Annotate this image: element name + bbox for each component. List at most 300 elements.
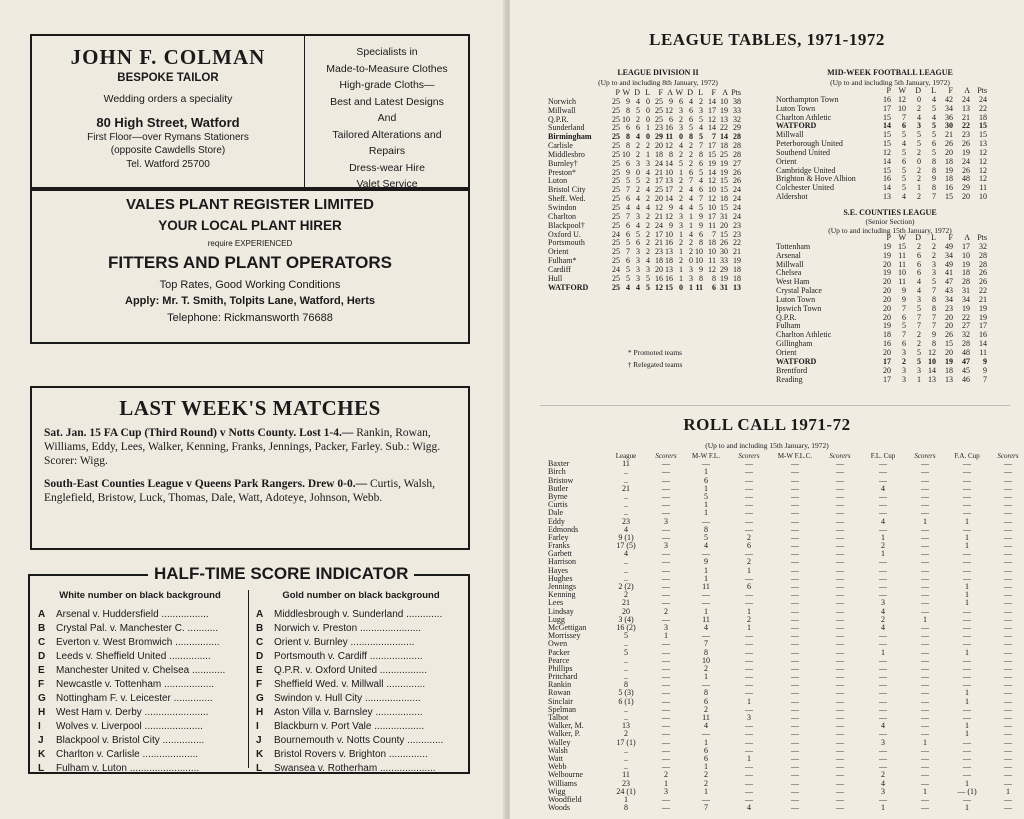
- table-cell: 9: [983, 365, 987, 375]
- table-cell: 19: [883, 268, 891, 278]
- colman-spec-line: And: [377, 112, 397, 124]
- roll-call-cell: 1: [923, 737, 927, 747]
- match-2: [44, 477, 456, 505]
- roll-call-cell: 1: [624, 794, 628, 804]
- table-cell: 4: [917, 286, 921, 296]
- roll-call-cell: 2: [881, 614, 885, 624]
- table-cell: 5: [917, 347, 921, 357]
- column-header: D: [634, 88, 640, 97]
- team-name: Portsmouth: [548, 239, 585, 248]
- roll-call-cell: —: [662, 557, 670, 567]
- table-cell: 2: [679, 149, 683, 159]
- roll-call-cell: ..: [624, 557, 628, 567]
- table-cell: 0: [917, 156, 921, 166]
- half-time-fixture: Q.P.R. v. Oxford United .................: [274, 665, 428, 676]
- roll-call-cell: —: [745, 483, 753, 493]
- table-cell: 4: [626, 282, 630, 292]
- roll-call-cell: 3: [664, 786, 668, 796]
- roll-call-cell: —: [963, 565, 971, 575]
- half-time-fixture: Sheffield Wed. v. Millwall ..............: [274, 679, 426, 690]
- table-cell: 4: [932, 112, 936, 122]
- column-header: D: [915, 233, 921, 242]
- roll-call-cell: —: [963, 655, 971, 665]
- half-time-fixture: Aston Villa v. Barnsley .................: [274, 707, 423, 718]
- table-cell: 8: [932, 303, 936, 313]
- table-cell: 2: [636, 114, 640, 124]
- table-cell: 11: [898, 250, 906, 260]
- roll-call-row: [548, 755, 1024, 763]
- table-cell: 0: [636, 167, 640, 177]
- half-time-fixture: Arsenal v. Huddersfield .................: [56, 609, 209, 620]
- table-cell: 5: [626, 264, 630, 274]
- roll-call-cell: —: [791, 500, 799, 510]
- roll-call-cell: 4: [881, 606, 885, 616]
- half-time-row: [256, 678, 466, 692]
- roll-call-cell: —: [963, 573, 971, 583]
- table-cell: 13: [665, 264, 673, 274]
- table-cell: 1: [689, 211, 693, 221]
- roll-call-cell: 8: [704, 688, 708, 698]
- table-cell: 4: [699, 123, 703, 133]
- table-cell: 43: [945, 286, 953, 296]
- roll-call-cell: —: [879, 467, 887, 477]
- roll-call-cell: —: [791, 508, 799, 518]
- table-cell: 31: [962, 286, 970, 296]
- roll-call-cell: —: [836, 508, 844, 518]
- roll-call-row: [548, 468, 1024, 476]
- half-time-fixture: Leeds v. Sheffield United ...............: [56, 651, 211, 662]
- table-cell: 8: [932, 294, 936, 304]
- table-cell: 2: [917, 330, 921, 340]
- roll-call-cell: ..: [624, 573, 628, 583]
- table-cell: 19: [945, 165, 953, 175]
- roll-call-cell: —: [879, 753, 887, 763]
- roll-call-row: [548, 771, 1024, 779]
- match-1-body: Rankin, Rowan, Williams, Eddy, Lees, Walker, Kenning, Franks, Jennings, Packer, Farley. Sub.: Wigg. Scorer: Wigg.: [44, 427, 441, 467]
- table-cell: 14: [883, 121, 891, 131]
- roll-call-cell: —: [791, 688, 799, 698]
- half-time-row: [38, 678, 242, 692]
- roll-call-cell: —: [745, 549, 753, 559]
- table-row: [776, 140, 987, 149]
- column-header: P: [886, 233, 891, 242]
- table-cell: 15: [720, 229, 728, 239]
- roll-call-cell: —: [791, 606, 799, 616]
- half-time-fixture: Swindon v. Hull City ....................: [274, 693, 421, 704]
- roll-call-cell: —: [879, 508, 887, 518]
- roll-call-cell: —: [1004, 803, 1012, 813]
- table-cell: 22: [733, 238, 741, 248]
- table-cell: 8: [626, 105, 630, 115]
- roll-call-row: [548, 739, 1024, 747]
- table-cell: 6: [669, 114, 673, 124]
- table-cell: 4: [646, 256, 650, 266]
- table-cell: 6: [917, 259, 921, 269]
- table-row: [776, 184, 987, 193]
- player-name: Walker, P.: [548, 730, 581, 739]
- roll-call-cell: —: [1004, 557, 1012, 567]
- table-cell: 13: [665, 176, 673, 186]
- roll-call-cell: 1: [664, 631, 668, 641]
- roll-call-cell: —: [1004, 680, 1012, 690]
- vales-conditions: Top Rates, Good Working Conditions: [159, 279, 341, 291]
- table-row: [776, 149, 987, 158]
- section-rule: [540, 405, 1010, 406]
- table-cell: 6: [902, 121, 906, 131]
- roll-call-cell: —: [921, 778, 929, 788]
- roll-call-cell: —: [791, 557, 799, 567]
- roll-call-cell: —: [921, 541, 929, 551]
- roll-call-cell: —: [963, 737, 971, 747]
- table-cell: 2: [636, 185, 640, 195]
- roll-call-cell: —: [791, 794, 799, 804]
- roll-call-cell: —: [921, 655, 929, 665]
- table-cell: 19: [733, 256, 741, 266]
- roll-call-row: [548, 796, 1024, 804]
- roll-call-cell: 2: [704, 770, 708, 780]
- table-cell: 25: [612, 202, 620, 212]
- table-cell: 20: [655, 264, 663, 274]
- player-name: McGettigan: [548, 623, 587, 632]
- table-cell: 2: [646, 141, 650, 151]
- column-header: L: [645, 88, 650, 97]
- roll-call-cell: 21: [622, 598, 630, 608]
- last-weeks-matches: [30, 386, 470, 550]
- table-cell: 27: [962, 321, 970, 331]
- table-cell: 29: [720, 264, 728, 274]
- roll-call-cell: 2: [664, 606, 668, 616]
- column-header: P: [886, 86, 891, 95]
- roll-call-cell: —: [662, 598, 670, 608]
- table-cell: 24: [733, 202, 741, 212]
- team-name: Orient: [776, 348, 797, 357]
- table-cell: 6: [902, 339, 906, 349]
- table-cell: 24: [733, 211, 741, 221]
- team-name: Peterborough United: [776, 140, 843, 149]
- roll-call-cell: 3: [881, 598, 885, 608]
- table-row: [776, 287, 987, 296]
- team-name: West Ham: [776, 278, 810, 287]
- table-cell: 47: [945, 277, 953, 287]
- roll-call-cell: —: [791, 549, 799, 559]
- roll-call-cell: —: [1004, 778, 1012, 788]
- roll-call-cell: —: [1004, 582, 1012, 591]
- roll-call-cell: —: [921, 598, 929, 608]
- table-row: [776, 340, 987, 349]
- table-cell: 10: [708, 202, 716, 212]
- roll-call-cell: — (1): [957, 786, 977, 796]
- table-cell: 22: [962, 121, 970, 131]
- table-cell: 26: [979, 277, 987, 287]
- roll-call-cell: —: [836, 688, 844, 698]
- table-cell: 0: [646, 114, 650, 124]
- roll-call-cell: —: [879, 745, 887, 755]
- header-spacer: [776, 234, 876, 243]
- table-cell: 2: [646, 176, 650, 186]
- roll-call-cell: —: [1004, 753, 1012, 763]
- column-header: F.L. Cup: [870, 452, 896, 460]
- table-cell: 15: [883, 112, 891, 122]
- roll-call-cell: —: [836, 753, 844, 763]
- table-cell: 2: [679, 194, 683, 204]
- team-name: Sunderland: [548, 124, 585, 133]
- half-time-row: [38, 608, 242, 622]
- table-cell: 6: [902, 156, 906, 166]
- column-header: L: [931, 233, 936, 242]
- roll-call-cell: —: [836, 655, 844, 665]
- table-cell: 19: [979, 312, 987, 322]
- column-header: Scorers: [829, 452, 851, 460]
- table-cell: 9: [932, 330, 936, 340]
- team-name: Ipswich Town: [776, 304, 822, 313]
- table-cell: 0: [679, 282, 683, 292]
- roll-call-cell: —: [662, 532, 670, 542]
- table-cell: 25: [612, 282, 620, 292]
- colman-advert: [30, 34, 470, 189]
- half-time-row: [256, 692, 466, 706]
- table-cell: 30: [720, 247, 728, 257]
- table-cell: 25: [612, 238, 620, 248]
- table-cell: 2: [689, 247, 693, 257]
- roll-call-cell: —: [791, 459, 799, 469]
- table-cell: 12: [979, 174, 987, 184]
- roll-call-cell: —: [745, 794, 753, 804]
- table-cell: 2: [917, 147, 921, 157]
- roll-call-cell: —: [662, 549, 670, 559]
- table-cell: 0: [689, 256, 693, 266]
- roll-call-cell: 3: [664, 541, 668, 551]
- roll-call-row: [548, 591, 1024, 599]
- roll-call-cell: —: [745, 770, 753, 780]
- roll-call-cell: —: [1004, 565, 1012, 575]
- half-time-letter: C: [256, 637, 264, 648]
- table-cell: 0: [646, 132, 650, 142]
- roll-call-cell: —: [921, 475, 929, 485]
- roll-call-cell: —: [1004, 622, 1012, 632]
- roll-call-cell: —: [836, 786, 844, 796]
- roll-call-row: [548, 657, 1024, 665]
- roll-call-cell: 4: [881, 622, 885, 632]
- table-row: [776, 193, 987, 202]
- roll-call-cell: 16 (2): [616, 622, 636, 632]
- match-1: [44, 426, 456, 468]
- table-cell: 7: [902, 303, 906, 313]
- roll-call-cell: 1: [704, 467, 708, 477]
- vales-require: require EXPERIENCED: [207, 239, 293, 248]
- roll-call-cell: —: [921, 721, 929, 731]
- table-cell: 3: [646, 264, 650, 274]
- roll-call-cell: —: [1004, 688, 1012, 698]
- roll-call-row: [548, 550, 1024, 558]
- table-cell: 2: [917, 165, 921, 175]
- table-cell: 4: [646, 167, 650, 177]
- roll-call-cell: —: [963, 745, 971, 755]
- table-cell: 2: [636, 141, 640, 151]
- table-cell: 11: [665, 132, 673, 142]
- roll-call-cell: —: [836, 541, 844, 551]
- player-name: Kenning: [548, 591, 576, 600]
- roll-call-cell: —: [791, 565, 799, 575]
- roll-call-cell: —: [879, 704, 887, 714]
- roll-call-cell: —: [1004, 631, 1012, 641]
- table-cell: 9: [669, 220, 673, 230]
- header-spacer: [548, 89, 610, 98]
- roll-call-cell: —: [662, 491, 670, 501]
- table-cell: 2: [636, 149, 640, 159]
- table-cell: 2: [917, 339, 921, 349]
- roll-call-cell: 7: [704, 803, 708, 813]
- roll-call-row: [548, 567, 1024, 575]
- table-cell: 4: [689, 194, 693, 204]
- table-cell: 8: [689, 132, 693, 142]
- colman-spec-line: Made-to-Measure Clothes: [326, 62, 448, 75]
- roll-call-cell: 4: [881, 483, 885, 493]
- table-cell: 7: [689, 176, 693, 186]
- roll-call-cell: —: [836, 663, 844, 673]
- table-cell: 29: [655, 132, 663, 142]
- roll-call-cell: 6 (1): [618, 696, 634, 706]
- roll-call-cell: 1: [747, 606, 751, 616]
- roll-call-cell: ..: [624, 639, 628, 649]
- table-cell: 18: [720, 194, 728, 204]
- roll-call-cell: —: [791, 713, 799, 722]
- table-cell: 24: [655, 158, 663, 168]
- vales-role: FITTERS AND PLANT OPERATORS: [108, 253, 392, 272]
- table-cell: 26: [962, 165, 970, 175]
- table-cell: 26: [733, 167, 741, 177]
- table-cell: 12: [979, 147, 987, 157]
- player-name: Jennings: [548, 583, 576, 591]
- table-cell: 5: [917, 303, 921, 313]
- table-cell: 20: [655, 194, 663, 204]
- table-cell: 15: [720, 176, 728, 186]
- roll-call-cell: —: [662, 696, 670, 706]
- table-cell: 2: [646, 229, 650, 239]
- half-time-letter: H: [38, 707, 46, 718]
- player-name: Welbourne: [548, 771, 583, 780]
- table-cell: 7: [917, 312, 921, 322]
- table-cell: 9: [932, 174, 936, 184]
- table-cell: 2: [679, 185, 683, 195]
- roll-call-cell: —: [963, 622, 971, 632]
- team-name: Swindon: [548, 203, 577, 212]
- table-cell: 33: [733, 105, 741, 115]
- team-name: Orient: [776, 157, 797, 166]
- table-cell: 4: [636, 194, 640, 204]
- roll-call-cell: —: [1004, 647, 1012, 657]
- table-cell: 3: [902, 374, 906, 384]
- roll-call-cell: —: [745, 721, 753, 731]
- half-time-letter: F: [256, 679, 263, 690]
- roll-call-row: [548, 477, 1024, 485]
- roll-call-row: [548, 599, 1024, 607]
- roll-call-cell: 10: [702, 655, 710, 665]
- gold-heading: Gold number on black background: [282, 590, 440, 601]
- roll-call-cell: —: [921, 500, 929, 510]
- table-cell: 4: [689, 185, 693, 195]
- roll-call-cell: —: [791, 541, 799, 551]
- table-header-row: [548, 452, 1024, 460]
- table-cell: 15: [979, 121, 987, 131]
- table-cell: 2: [932, 250, 936, 260]
- se-subtitle: (Up to and including 15th January, 1972): [828, 226, 952, 235]
- roll-call-cell: —: [745, 598, 753, 608]
- table-row: [776, 278, 987, 287]
- table-cell: 11: [979, 183, 987, 193]
- div2-subtitle: (Up to and including 8th January, 1972): [598, 78, 718, 87]
- half-time-row: [38, 762, 242, 776]
- roll-call-cell: —: [836, 631, 844, 641]
- table-cell: 4: [932, 94, 936, 104]
- table-cell: 1: [679, 167, 683, 177]
- table-row: [776, 331, 987, 340]
- roll-call-cell: —: [963, 639, 971, 649]
- table-cell: 9: [669, 202, 673, 212]
- roll-call-cell: 1: [965, 729, 969, 739]
- table-cell: 10: [720, 96, 728, 106]
- table-cell: 15: [945, 192, 953, 202]
- table-cell: 8: [932, 183, 936, 193]
- half-time-fixture: Bournemouth v. Notts County .............: [274, 735, 444, 746]
- table-cell: 17: [708, 105, 716, 115]
- table-row: [776, 96, 987, 105]
- roll-call-cell: —: [791, 770, 799, 780]
- table-cell: 6: [712, 282, 716, 292]
- table-cell: 20: [945, 321, 953, 331]
- table-cell: 18: [945, 174, 953, 184]
- table-cell: 3: [932, 268, 936, 278]
- roll-call-cell: 2: [704, 704, 708, 714]
- roll-call-cell: —: [836, 598, 844, 608]
- roll-call-cell: 1: [704, 565, 708, 575]
- table-cell: 3: [636, 158, 640, 168]
- player-name: Packer: [548, 648, 570, 657]
- table-cell: 10: [622, 114, 630, 124]
- player-name: Owen: [548, 640, 568, 649]
- column-header: W: [675, 88, 683, 97]
- table-cell: 13: [962, 103, 970, 113]
- table-cell: 25: [612, 176, 620, 186]
- team-name: WATFORD: [548, 283, 589, 292]
- table-cell: 23: [962, 130, 970, 140]
- table-cell: 19: [708, 158, 716, 168]
- div2-title: LEAGUE DIVISION II: [617, 68, 699, 77]
- table-cell: 28: [733, 149, 741, 159]
- table-cell: 23: [945, 303, 953, 313]
- table-cell: 1: [917, 183, 921, 193]
- roll-call-cell: —: [745, 737, 753, 747]
- roll-call-cell: —: [1004, 745, 1012, 755]
- roll-call-cell: —: [1004, 508, 1012, 518]
- table-cell: 16: [665, 123, 673, 133]
- team-name: Bristol City: [548, 186, 586, 195]
- table-cell: 26: [733, 176, 741, 186]
- table-cell: 24: [612, 264, 620, 274]
- table-cell: 9: [699, 211, 703, 221]
- table-cell: 10: [898, 103, 906, 113]
- table-cell: 14: [665, 158, 673, 168]
- table-cell: 13: [883, 192, 891, 202]
- table-cell: 14: [708, 167, 716, 177]
- roll-call-cell: —: [745, 786, 753, 796]
- roll-call-cell: —: [1004, 762, 1012, 772]
- roll-call-cell: —: [921, 753, 929, 763]
- table-cell: 22: [720, 123, 728, 133]
- roll-call-cell: 1: [704, 762, 708, 772]
- team-name: Millwall: [776, 260, 804, 269]
- column-header: F.A. Cup: [954, 452, 980, 460]
- roll-call-cell: —: [791, 663, 799, 673]
